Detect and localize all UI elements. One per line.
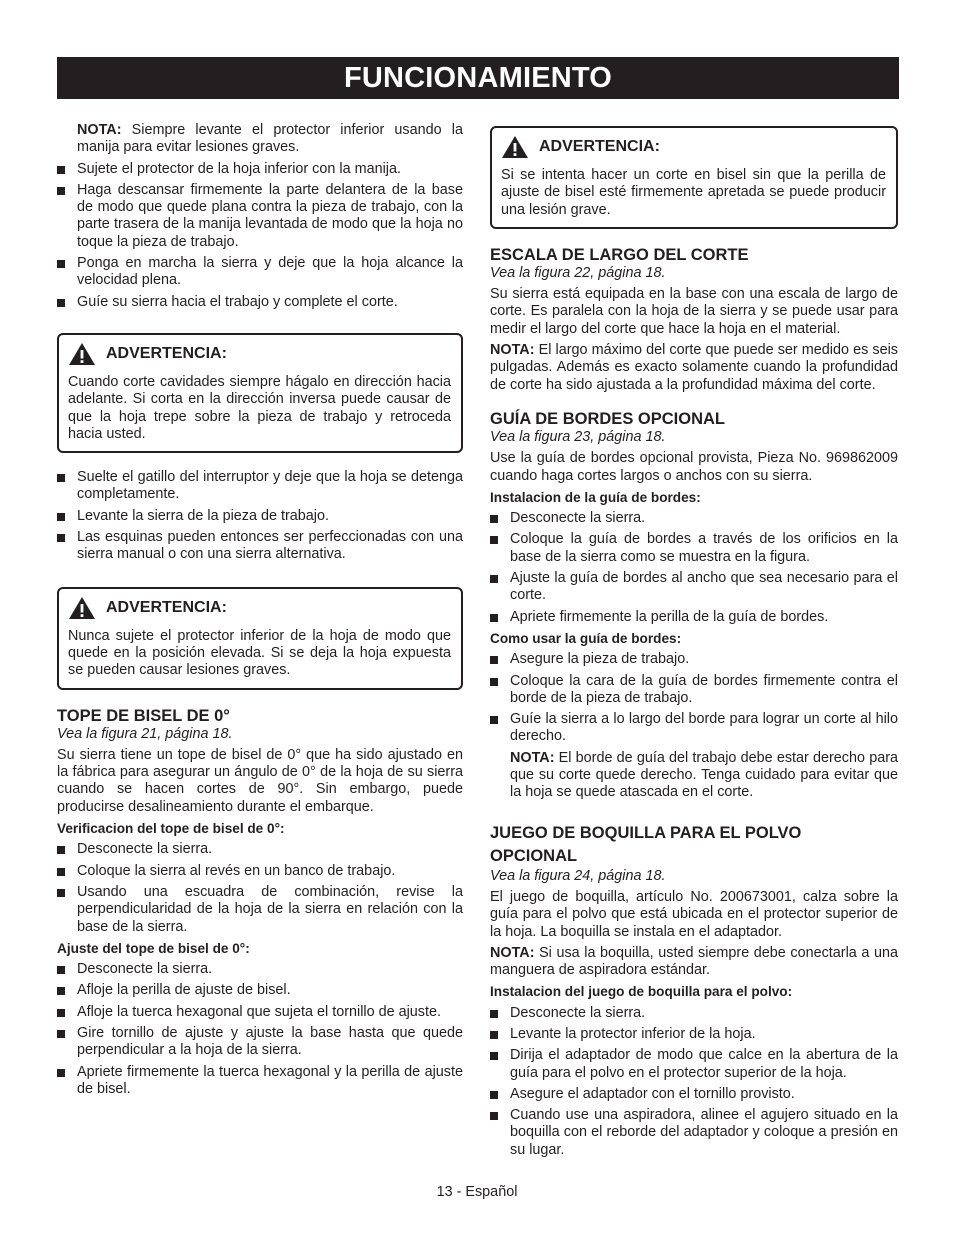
note-text: El borde de guía del trabajo debe estar derecho para que su corte quede derecho. Tenga cuidado para evitar que la hoja se quede atascada en el corte. xyxy=(510,749,898,801)
dust-install-list xyxy=(490,1005,898,1159)
list-item: Afloje la perilla de ajuste de bisel. xyxy=(57,982,463,999)
steps-list-2 xyxy=(57,469,463,563)
warning-title: ADVERTENCIA: xyxy=(539,138,660,156)
list-item: Coloque la guía de bordes a través de los orificios en la base de la sierra como se muestra en la figura. xyxy=(490,531,898,566)
list-item: Asegure el adaptador con el tornillo provisto. xyxy=(490,1086,898,1103)
list-item: Las esquinas pueden entonces ser perfeccionadas con una sierra manual o con una sierra alternativa. xyxy=(57,529,463,564)
guide-use-list xyxy=(490,651,898,745)
list-item: Guíe su sierra hacia el trabajo y complete el corte. xyxy=(57,294,463,311)
warning-triangle-icon xyxy=(68,342,96,366)
scale-note xyxy=(490,342,898,394)
section-body: Su sierra tiene un tope de bisel de 0° que ha sido ajustado en la fábrica para asegurar un ángulo de 0° de la hoja de su sierra cuando se hacen cortes de 90°. Sin embargo, puede producirse desalineamiento durante el embarque. xyxy=(57,746,463,815)
subheading: Instalacion de la guía de bordes: xyxy=(490,489,701,505)
warning-triangle-icon xyxy=(501,135,529,159)
list-item: Haga descansar firmemente la parte delantera de la base de modo que quede plana contra la pieza de trabajo, con la parte trasera de la manija levantada de modo que la hoja no toque la pieza de trabajo. xyxy=(57,182,463,251)
subheading: Instalacion del juego de boquilla para el polvo: xyxy=(490,984,793,1000)
right-column xyxy=(490,126,898,1163)
subheading: Como usar la guía de bordes: xyxy=(490,630,682,646)
list-item: Apriete firmemente la perilla de la guía de bordes. xyxy=(490,609,898,626)
guide-note xyxy=(490,750,898,802)
intro-note xyxy=(57,122,463,157)
note-label: NOTA: xyxy=(490,944,535,961)
warning-text: Si se intenta hacer un corte en bisel sin que la perilla de ajuste de bisel esté firmemente apretada se puede producir una lesión grave. xyxy=(501,167,886,218)
warning-title: ADVERTENCIA: xyxy=(106,598,227,616)
list-item: Dirija el adaptador de modo que calce en la abertura de la guía para el polvo en el protector superior de la hoja. xyxy=(490,1047,898,1082)
section-heading-guide: GUÍA DE BORDES OPCIONAL xyxy=(490,409,725,428)
bevel-adjust-list xyxy=(57,961,463,1098)
list-item: Usando una escuadra de combinación, revise la perpendicularidad de la hoja de la sierra en relación con la base de la sierra. xyxy=(57,884,463,936)
warning-box-2 xyxy=(57,587,463,690)
subheading: Verificacion del tope de bisel de 0°: xyxy=(57,821,285,837)
dust-note xyxy=(490,945,898,980)
section-heading-bevel: TOPE DE BISEL DE 0° xyxy=(57,706,230,725)
section-heading-scale: ESCALA DE LARGO DEL CORTE xyxy=(490,245,749,264)
list-item: Levante la protector inferior de la hoja. xyxy=(490,1026,898,1043)
list-item: Levante la sierra de la pieza de trabajo. xyxy=(57,508,463,525)
list-item: Desconecte la sierra. xyxy=(57,841,463,858)
list-item: Cuando use una aspiradora, alinee el agujero situado en la boquilla con el reborde del adaptador y coloque a presión en su lugar. xyxy=(490,1107,898,1159)
list-item: Desconecte la sierra. xyxy=(57,961,463,978)
guide-install-list xyxy=(490,510,898,626)
figure-reference: Vea la figura 21, página 18. xyxy=(57,725,233,742)
list-item: Apriete firmemente la tuerca hexagonal y la perilla de ajuste de bisel. xyxy=(57,1064,463,1099)
list-item: Asegure la pieza de trabajo. xyxy=(490,651,898,668)
note-label: NOTA: xyxy=(510,749,555,766)
steps-list-1 xyxy=(57,161,463,311)
list-item: Guíe la sierra a lo largo del borde para lograr un corte al hilo derecho. xyxy=(490,711,898,746)
section-body: Su sierra está equipada en la base con una escala de largo de corte. Es paralela con la hoja de la sierra y se puede usar para medir el largo del corte que hace la hoja en el material. xyxy=(490,286,898,337)
list-item: Suelte el gatillo del interruptor y deje que la hoja se detenga completamente. xyxy=(57,469,463,504)
list-item: Sujete el protector de la hoja inferior con la manija. xyxy=(57,161,463,178)
subheading: Ajuste del tope de bisel de 0°: xyxy=(57,940,250,956)
note-label: NOTA: xyxy=(490,342,535,359)
note-text: El largo máximo del corte que puede ser medido es seis pulgadas. Además es exacto solamente cuando la profundidad de corte ha sido ajustada a la profundidad máxima del corte. xyxy=(490,342,898,393)
warning-text: Nunca sujete el protector inferior de la hoja de modo que quede en la posición elevada. Si se deja la hoja expuesta se pueden causar lesiones graves. xyxy=(68,627,451,679)
warning-box-1 xyxy=(57,333,463,453)
warning-text: Cuando corte cavidades siempre hágalo en dirección hacia adelante. Si corta en la dirección inversa puede causar de que la hoja trepe sobre la pieza de trabajo y retroceda hacia usted. xyxy=(68,373,451,442)
list-item: Coloque la cara de la guía de bordes firmemente contra el borde de la pieza de trabajo. xyxy=(490,673,898,708)
figure-reference: Vea la figura 22, página 18. xyxy=(490,264,666,281)
figure-reference: Vea la figura 24, página 18. xyxy=(490,867,666,884)
left-column xyxy=(57,122,463,1102)
warning-box-3 xyxy=(490,126,898,229)
list-item: Afloje la tuerca hexagonal que sujeta el tornillo de ajuste. xyxy=(57,1004,463,1021)
warning-title: ADVERTENCIA: xyxy=(106,345,227,363)
page-title: FUNCIONAMIENTO xyxy=(57,57,899,99)
page-footer: 13 - Español xyxy=(436,1184,518,1200)
section-body: Use la guía de bordes opcional provista, Pieza No. 969862009 cuando haga cortes largos o anchos con su sierra. xyxy=(490,450,898,484)
list-item: Ajuste la guía de bordes al ancho que sea necesario para el corte. xyxy=(490,570,898,605)
list-item: Desconecte la sierra. xyxy=(490,510,898,527)
list-item: Desconecte la sierra. xyxy=(490,1005,898,1022)
section-heading-dust: JUEGO DE BOQUILLA PARA EL POLVO OPCIONAL xyxy=(490,823,802,865)
list-item: Ponga en marcha la sierra y deje que la hoja alcance la velocidad plena. xyxy=(57,255,463,290)
bevel-check-list xyxy=(57,841,463,935)
note-text: Siempre levante el protector inferior usando la manija para evitar lesiones graves. xyxy=(77,122,463,156)
figure-reference: Vea la figura 23, página 18. xyxy=(490,428,666,445)
note-label: NOTA: xyxy=(77,122,122,138)
list-item: Gire tornillo de ajuste y ajuste la base hasta que quede perpendicular a la hoja de la sierra. xyxy=(57,1025,463,1060)
list-item: Coloque la sierra al revés en un banco de trabajo. xyxy=(57,863,463,880)
section-body: El juego de boquilla, artículo No. 200673001, calza sobre la guía para el polvo que está ubicada en el protector superior de la hoja. La boquilla se instala en el adaptador. xyxy=(490,888,898,940)
warning-triangle-icon xyxy=(68,596,96,620)
note-text: Si usa la boquilla, usted siempre debe conectarla a una manguera de aspiradora estándar. xyxy=(490,944,898,979)
